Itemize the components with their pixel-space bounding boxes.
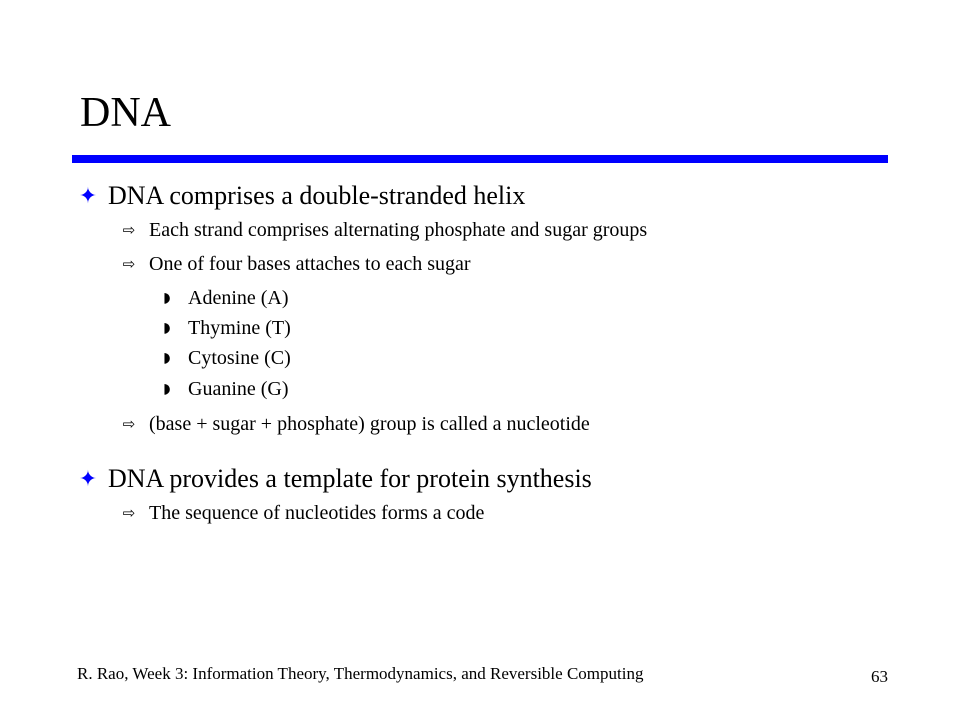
hollow-arrow-icon: ⇨ bbox=[122, 504, 136, 522]
bullet-text: The sequence of nucleotides forms a code bbox=[149, 501, 485, 524]
bullet-text: DNA comprises a double-stranded helix bbox=[108, 181, 526, 210]
slide-footer: R. Rao, Week 3: Information Theory, Thermodynamics, and Reversible Computing bbox=[77, 664, 644, 683]
bullet-level3 bbox=[160, 314, 291, 342]
bullet-level2 bbox=[120, 410, 590, 438]
bullet-text: Adenine (A) bbox=[188, 286, 289, 309]
bullet-text: DNA provides a template for protein synthesis bbox=[108, 464, 592, 493]
bullet-level2 bbox=[120, 216, 647, 244]
bullet-level2 bbox=[120, 499, 484, 527]
bullet-text: Guanine (G) bbox=[188, 377, 289, 400]
four-pointed-star-icon: ✦ bbox=[78, 466, 98, 491]
bullet-text: Each strand comprises alternating phosphate and sugar groups bbox=[149, 218, 648, 241]
page-number: 63 bbox=[871, 667, 888, 686]
bullet-text: One of four bases attaches to each sugar bbox=[149, 252, 471, 275]
bullet-text: (base + sugar + phosphate) group is called a nucleotide bbox=[149, 412, 590, 435]
four-pointed-star-icon: ✦ bbox=[78, 183, 98, 208]
half-circle-icon: ◗ bbox=[163, 350, 171, 366]
bullet-level3 bbox=[160, 375, 289, 403]
slide-title: DNA bbox=[80, 90, 171, 136]
bullet-level3 bbox=[160, 284, 289, 312]
bullet-level3 bbox=[160, 344, 291, 372]
half-circle-icon: ◗ bbox=[163, 320, 171, 336]
hollow-arrow-icon: ⇨ bbox=[122, 255, 136, 273]
half-circle-icon: ◗ bbox=[163, 381, 171, 397]
bullet-level1 bbox=[77, 461, 592, 497]
half-circle-icon: ◗ bbox=[163, 290, 171, 306]
hollow-arrow-icon: ⇨ bbox=[122, 221, 136, 239]
bullet-level2 bbox=[120, 250, 471, 278]
hollow-arrow-icon: ⇨ bbox=[122, 415, 136, 433]
bullet-text: Thymine (T) bbox=[188, 316, 291, 339]
bullet-text: Cytosine (C) bbox=[188, 346, 291, 369]
bullet-level1 bbox=[77, 178, 525, 214]
